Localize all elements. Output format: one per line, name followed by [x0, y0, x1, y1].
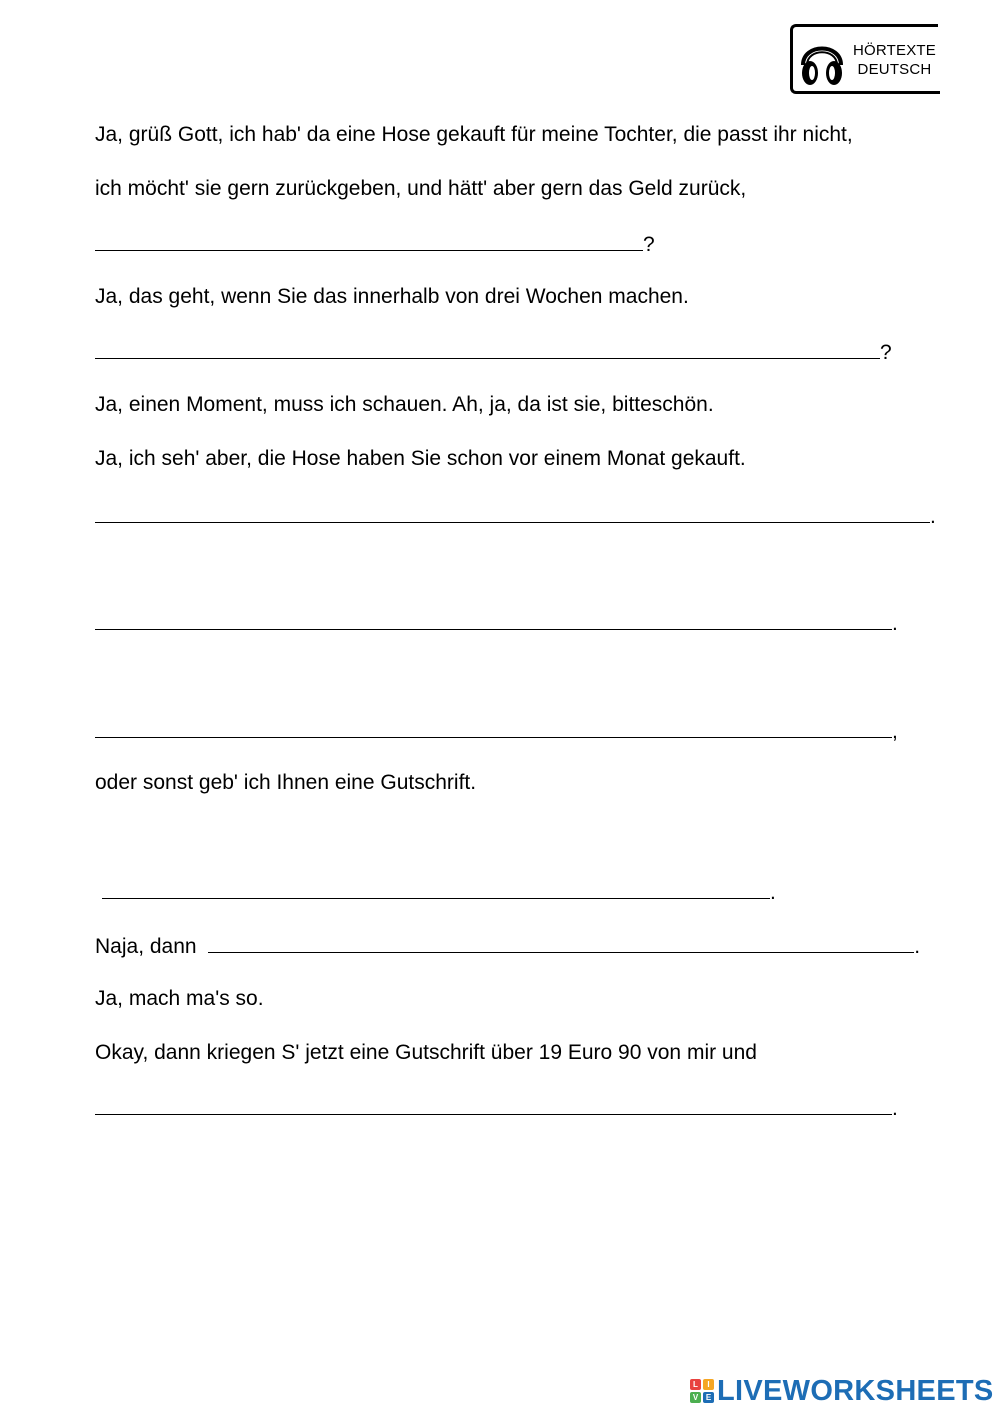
answer-line-6-punct: . [770, 881, 776, 904]
liveworksheets-brand[interactable] [690, 1376, 994, 1406]
answer-blank-1[interactable] [95, 230, 643, 251]
text-line-1: Ja, grüß Gott, ich hab' da eine Hose gekauft für meine Tochter, die passt ihr nicht, [95, 123, 853, 146]
text-line-7: Ja, ich seh' aber, die Hose haben Sie schon vor einem Monat gekauft. [95, 447, 746, 470]
answer-line-3 [95, 502, 936, 530]
answer-line-2-punct: ? [880, 341, 892, 364]
text-line-6: Ja, einen Moment, muss ich schauen. Ah, ja, da ist sie, bitteschön. [95, 393, 714, 416]
answer-blank-6[interactable] [102, 878, 770, 899]
liveworksheets-wordmark: LIVEWORKSHEETS [717, 1374, 994, 1407]
answer-line-6 [102, 878, 776, 906]
answer-blank-7[interactable] [208, 932, 914, 953]
answer-line-4-punct: . [892, 612, 898, 635]
text-line-15: Okay, dann kriegen S' jetzt eine Gutschrift über 19 Euro 90 von mir und [95, 1041, 757, 1064]
answer-blank-3[interactable] [95, 502, 930, 523]
answer-blank-8[interactable] [95, 1094, 892, 1115]
answer-blank-4[interactable] [95, 609, 892, 630]
liveworksheets-mark-icon [690, 1379, 714, 1403]
answer-blank-2[interactable] [95, 338, 880, 359]
text-line-11: oder sonst geb' ich Ihnen eine Gutschrift. [95, 771, 477, 794]
mark-letter-v: V [690, 1392, 701, 1403]
answer-line-5 [95, 717, 898, 745]
mark-letter-i: I [703, 1379, 714, 1390]
answer-line-1 [95, 230, 655, 258]
logo-text [853, 41, 936, 79]
answer-line-2 [95, 338, 892, 366]
hoertexte-logo [790, 24, 938, 94]
answer-blank-5[interactable] [95, 717, 892, 738]
text-line-14: Ja, mach ma's so. [95, 987, 264, 1010]
headphones-icon [797, 31, 847, 89]
mark-letter-e: E [703, 1392, 714, 1403]
text-line-2: ich möcht' sie gern zurückgeben, und hätt' aber gern das Geld zurück, [95, 177, 747, 200]
answer-line-7-prefix: Naja, dann [95, 935, 197, 958]
answer-line-3-punct: . [930, 505, 936, 528]
answer-line-1-punct: ? [643, 233, 655, 256]
mark-letter-l: L [690, 1379, 701, 1390]
answer-line-8-punct: . [892, 1097, 898, 1120]
answer-line-8 [95, 1094, 898, 1122]
text-line-4: Ja, das geht, wenn Sie das innerhalb von drei Wochen machen. [95, 285, 689, 308]
answer-line-5-punct: , [892, 720, 898, 743]
answer-line-7-punct: . [914, 935, 921, 958]
answer-line-7 [95, 932, 920, 960]
logo-line-1: HÖRTEXTE [853, 42, 937, 59]
answer-line-4 [95, 609, 898, 637]
logo-line-2: DEUTSCH [857, 61, 932, 78]
